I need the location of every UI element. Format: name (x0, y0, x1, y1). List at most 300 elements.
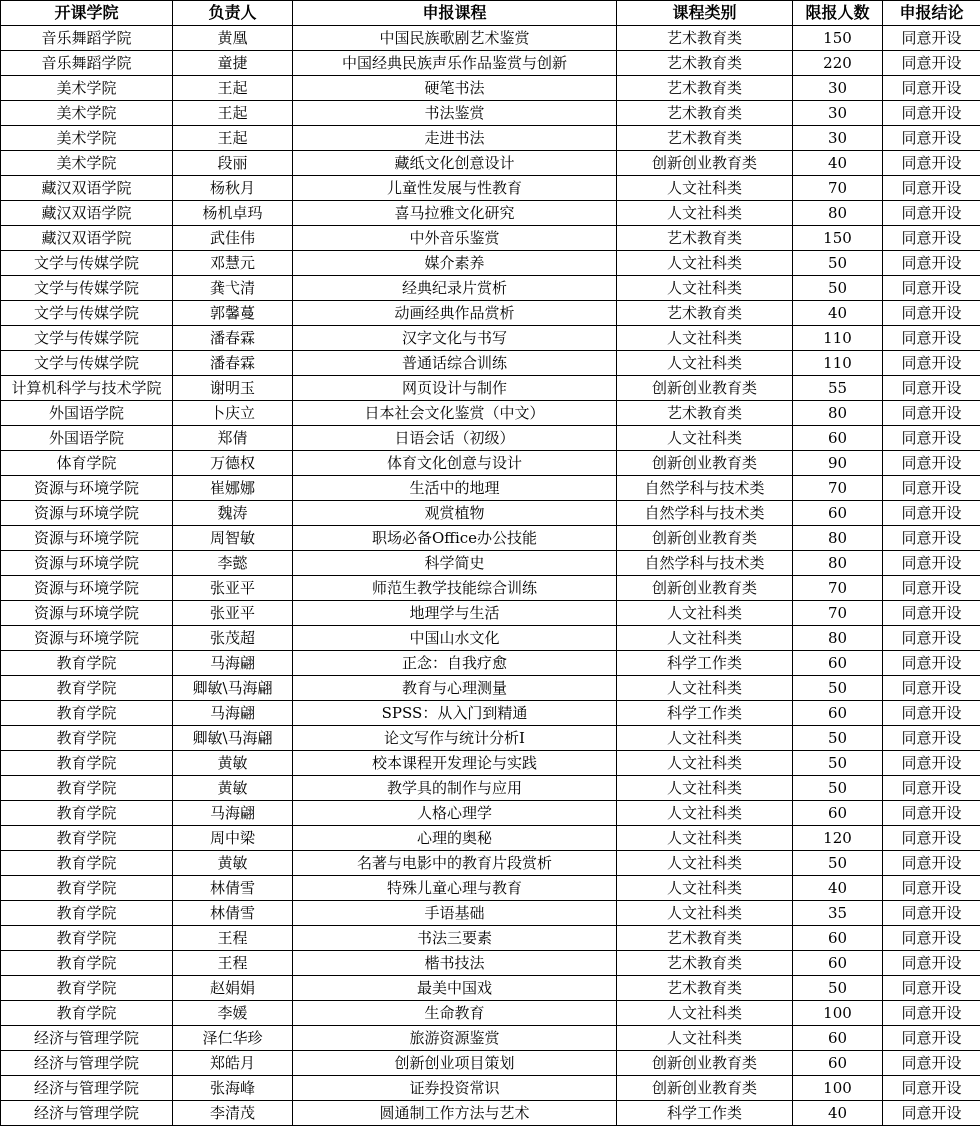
cell-quota: 150 (793, 226, 883, 251)
cell-conclusion: 同意开设 (883, 476, 980, 501)
cell-lead: 崔娜娜 (173, 476, 293, 501)
cell-category: 人文社科类 (617, 726, 793, 751)
cell-conclusion: 同意开设 (883, 501, 980, 526)
cell-college: 资源与环境学院 (1, 501, 173, 526)
cell-college: 资源与环境学院 (1, 526, 173, 551)
cell-conclusion: 同意开设 (883, 26, 980, 51)
cell-conclusion: 同意开设 (883, 526, 980, 551)
cell-college: 资源与环境学院 (1, 601, 173, 626)
cell-college: 文学与传媒学院 (1, 251, 173, 276)
cell-course: 校本课程开发理论与实践 (293, 751, 617, 776)
cell-college: 教育学院 (1, 926, 173, 951)
cell-course: 正念：自我疗愈 (293, 651, 617, 676)
cell-lead: 郑皓月 (173, 1051, 293, 1076)
cell-category: 人文社科类 (617, 776, 793, 801)
cell-category: 艺术教育类 (617, 101, 793, 126)
table-row (1, 476, 980, 501)
cell-conclusion: 同意开设 (883, 451, 980, 476)
cell-quota: 70 (793, 601, 883, 626)
cell-category: 科学工作类 (617, 701, 793, 726)
cell-quota: 60 (793, 1051, 883, 1076)
cell-category: 创新创业教育类 (617, 526, 793, 551)
cell-course: 汉字文化与书写 (293, 326, 617, 351)
cell-category: 创新创业教育类 (617, 576, 793, 601)
cell-college: 藏汉双语学院 (1, 201, 173, 226)
cell-course: 硬笔书法 (293, 76, 617, 101)
cell-conclusion: 同意开设 (883, 776, 980, 801)
cell-category: 艺术教育类 (617, 26, 793, 51)
table-row (1, 876, 980, 901)
cell-lead: 邓慧元 (173, 251, 293, 276)
cell-course: 普通话综合训练 (293, 351, 617, 376)
cell-course: 职场必备Office办公技能 (293, 526, 617, 551)
table-row (1, 626, 980, 651)
table-row (1, 701, 980, 726)
cell-college: 教育学院 (1, 826, 173, 851)
table-row (1, 726, 980, 751)
header-conclusion: 申报结论 (883, 1, 980, 26)
cell-quota: 50 (793, 976, 883, 1001)
cell-lead: 马海翩 (173, 651, 293, 676)
cell-course: 媒介素养 (293, 251, 617, 276)
cell-college: 文学与传媒学院 (1, 326, 173, 351)
cell-course: 手语基础 (293, 901, 617, 926)
table-row (1, 226, 980, 251)
cell-conclusion: 同意开设 (883, 101, 980, 126)
cell-conclusion: 同意开设 (883, 551, 980, 576)
table-row (1, 776, 980, 801)
cell-conclusion: 同意开设 (883, 426, 980, 451)
cell-category: 人文社科类 (617, 801, 793, 826)
cell-lead: 周中梁 (173, 826, 293, 851)
cell-category: 人文社科类 (617, 201, 793, 226)
cell-category: 人文社科类 (617, 876, 793, 901)
cell-category: 自然学科与技术类 (617, 476, 793, 501)
cell-conclusion: 同意开设 (883, 901, 980, 926)
cell-quota: 30 (793, 76, 883, 101)
cell-conclusion: 同意开设 (883, 326, 980, 351)
cell-conclusion: 同意开设 (883, 351, 980, 376)
table-row (1, 551, 980, 576)
cell-course: 生命教育 (293, 1001, 617, 1026)
cell-quota: 70 (793, 476, 883, 501)
table-row (1, 751, 980, 776)
cell-conclusion: 同意开设 (883, 251, 980, 276)
cell-conclusion: 同意开设 (883, 1051, 980, 1076)
cell-conclusion: 同意开设 (883, 726, 980, 751)
cell-conclusion: 同意开设 (883, 401, 980, 426)
cell-course: 日语会话（初级） (293, 426, 617, 451)
table-row (1, 401, 980, 426)
cell-course: 中国民族歌剧艺术鉴赏 (293, 26, 617, 51)
cell-lead: 林倩雪 (173, 901, 293, 926)
cell-lead: 卿敏\马海翩 (173, 726, 293, 751)
cell-quota: 50 (793, 726, 883, 751)
cell-lead: 张海峰 (173, 1076, 293, 1101)
cell-conclusion: 同意开设 (883, 76, 980, 101)
cell-quota: 50 (793, 251, 883, 276)
cell-category: 人文社科类 (617, 676, 793, 701)
cell-category: 人文社科类 (617, 276, 793, 301)
cell-quota: 60 (793, 701, 883, 726)
cell-quota: 150 (793, 26, 883, 51)
cell-conclusion: 同意开设 (883, 276, 980, 301)
cell-conclusion: 同意开设 (883, 176, 980, 201)
cell-quota: 220 (793, 51, 883, 76)
cell-course: 网页设计与制作 (293, 376, 617, 401)
cell-course: 儿童性发展与性教育 (293, 176, 617, 201)
cell-college: 音乐舞蹈学院 (1, 51, 173, 76)
table-row (1, 1076, 980, 1101)
cell-lead: 王起 (173, 126, 293, 151)
cell-conclusion: 同意开设 (883, 701, 980, 726)
cell-conclusion: 同意开设 (883, 1101, 980, 1126)
cell-category: 科学工作类 (617, 651, 793, 676)
cell-course: 观赏植物 (293, 501, 617, 526)
cell-course: 经典纪录片赏析 (293, 276, 617, 301)
cell-course: 名著与电影中的教育片段赏析 (293, 851, 617, 876)
cell-course: 藏纸文化创意设计 (293, 151, 617, 176)
cell-lead: 潘春霖 (173, 351, 293, 376)
cell-course: 中国山水文化 (293, 626, 617, 651)
table-row (1, 901, 980, 926)
table-row (1, 1051, 980, 1076)
cell-category: 人文社科类 (617, 826, 793, 851)
cell-category: 科学工作类 (617, 1101, 793, 1126)
cell-conclusion: 同意开设 (883, 651, 980, 676)
cell-college: 资源与环境学院 (1, 626, 173, 651)
table-row (1, 276, 980, 301)
header-category: 课程类别 (617, 1, 793, 26)
cell-course: 楷书技法 (293, 951, 617, 976)
cell-conclusion: 同意开设 (883, 151, 980, 176)
cell-conclusion: 同意开设 (883, 626, 980, 651)
cell-category: 艺术教育类 (617, 76, 793, 101)
cell-college: 教育学院 (1, 701, 173, 726)
cell-college: 美术学院 (1, 101, 173, 126)
cell-conclusion: 同意开设 (883, 751, 980, 776)
cell-conclusion: 同意开设 (883, 51, 980, 76)
cell-quota: 50 (793, 276, 883, 301)
cell-category: 自然学科与技术类 (617, 501, 793, 526)
cell-lead: 林倩雪 (173, 876, 293, 901)
cell-college: 音乐舞蹈学院 (1, 26, 173, 51)
cell-conclusion: 同意开设 (883, 301, 980, 326)
cell-college: 经济与管理学院 (1, 1026, 173, 1051)
cell-conclusion: 同意开设 (883, 1026, 980, 1051)
cell-course: 心理的奥秘 (293, 826, 617, 851)
cell-quota: 80 (793, 526, 883, 551)
cell-lead: 卜庆立 (173, 401, 293, 426)
table-row (1, 101, 980, 126)
cell-category: 自然学科与技术类 (617, 551, 793, 576)
cell-course: 书法鉴赏 (293, 101, 617, 126)
cell-course: 旅游资源鉴赏 (293, 1026, 617, 1051)
cell-lead: 泽仁华珍 (173, 1026, 293, 1051)
cell-category: 人文社科类 (617, 1001, 793, 1026)
cell-conclusion: 同意开设 (883, 1076, 980, 1101)
cell-conclusion: 同意开设 (883, 576, 980, 601)
table-row (1, 1101, 980, 1126)
cell-college: 教育学院 (1, 901, 173, 926)
cell-category: 人文社科类 (617, 251, 793, 276)
cell-lead: 谢明玉 (173, 376, 293, 401)
cell-lead: 王起 (173, 76, 293, 101)
table-row (1, 526, 980, 551)
table-row (1, 451, 980, 476)
table-row (1, 826, 980, 851)
cell-lead: 马海翩 (173, 801, 293, 826)
cell-college: 美术学院 (1, 126, 173, 151)
cell-course: 师范生教学技能综合训练 (293, 576, 617, 601)
header-lead: 负责人 (173, 1, 293, 26)
cell-quota: 70 (793, 576, 883, 601)
cell-quota: 80 (793, 551, 883, 576)
cell-quota: 50 (793, 776, 883, 801)
cell-course: 喜马拉雅文化研究 (293, 201, 617, 226)
cell-college: 美术学院 (1, 151, 173, 176)
cell-conclusion: 同意开设 (883, 826, 980, 851)
cell-lead: 李媛 (173, 1001, 293, 1026)
table-row (1, 326, 980, 351)
cell-lead: 马海翩 (173, 701, 293, 726)
cell-college: 文学与传媒学院 (1, 351, 173, 376)
cell-category: 人文社科类 (617, 901, 793, 926)
cell-quota: 80 (793, 626, 883, 651)
cell-college: 体育学院 (1, 451, 173, 476)
cell-college: 外国语学院 (1, 401, 173, 426)
cell-quota: 70 (793, 176, 883, 201)
cell-lead: 卿敏\马海翩 (173, 676, 293, 701)
cell-category: 艺术教育类 (617, 301, 793, 326)
cell-college: 教育学院 (1, 951, 173, 976)
cell-quota: 60 (793, 501, 883, 526)
table-row (1, 576, 980, 601)
cell-category: 人文社科类 (617, 176, 793, 201)
cell-college: 资源与环境学院 (1, 476, 173, 501)
cell-course: 圆通制工作方法与艺术 (293, 1101, 617, 1126)
table-row (1, 201, 980, 226)
cell-category: 艺术教育类 (617, 226, 793, 251)
header-college: 开课学院 (1, 1, 173, 26)
cell-course: 教育与心理测量 (293, 676, 617, 701)
cell-quota: 60 (793, 951, 883, 976)
cell-course: 科学简史 (293, 551, 617, 576)
cell-college: 教育学院 (1, 776, 173, 801)
cell-college: 经济与管理学院 (1, 1101, 173, 1126)
cell-category: 人文社科类 (617, 601, 793, 626)
cell-category: 创新创业教育类 (617, 1076, 793, 1101)
cell-lead: 潘春霖 (173, 326, 293, 351)
cell-course: 生活中的地理 (293, 476, 617, 501)
cell-quota: 30 (793, 126, 883, 151)
cell-quota: 100 (793, 1001, 883, 1026)
cell-course: 最美中国戏 (293, 976, 617, 1001)
cell-quota: 50 (793, 751, 883, 776)
cell-college: 教育学院 (1, 751, 173, 776)
cell-quota: 60 (793, 926, 883, 951)
cell-course: SPSS：从入门到精通 (293, 701, 617, 726)
cell-quota: 60 (793, 1026, 883, 1051)
cell-quota: 120 (793, 826, 883, 851)
cell-category: 艺术教育类 (617, 401, 793, 426)
cell-course: 中外音乐鉴赏 (293, 226, 617, 251)
table-row (1, 976, 980, 1001)
cell-lead: 郭馨蔓 (173, 301, 293, 326)
cell-college: 教育学院 (1, 1001, 173, 1026)
cell-course: 中国经典民族声乐作品鉴赏与创新 (293, 51, 617, 76)
table-row (1, 126, 980, 151)
cell-course: 人格心理学 (293, 801, 617, 826)
cell-college: 资源与环境学院 (1, 551, 173, 576)
table-row (1, 501, 980, 526)
table-row (1, 176, 980, 201)
cell-category: 人文社科类 (617, 1026, 793, 1051)
cell-conclusion: 同意开设 (883, 1001, 980, 1026)
table-row (1, 251, 980, 276)
cell-conclusion: 同意开设 (883, 376, 980, 401)
cell-college: 教育学院 (1, 876, 173, 901)
cell-college: 藏汉双语学院 (1, 176, 173, 201)
cell-course: 体育文化创意与设计 (293, 451, 617, 476)
table-row (1, 601, 980, 626)
cell-lead: 段丽 (173, 151, 293, 176)
cell-quota: 40 (793, 1101, 883, 1126)
cell-college: 藏汉双语学院 (1, 226, 173, 251)
cell-college: 教育学院 (1, 851, 173, 876)
cell-course: 日本社会文化鉴赏（中文） (293, 401, 617, 426)
cell-lead: 张亚平 (173, 576, 293, 601)
cell-lead: 王起 (173, 101, 293, 126)
cell-lead: 童捷 (173, 51, 293, 76)
cell-lead: 张茂超 (173, 626, 293, 651)
cell-quota: 40 (793, 151, 883, 176)
cell-category: 人文社科类 (617, 626, 793, 651)
cell-quota: 50 (793, 676, 883, 701)
table-row (1, 676, 980, 701)
cell-college: 教育学院 (1, 726, 173, 751)
cell-category: 创新创业教育类 (617, 1051, 793, 1076)
cell-category: 人文社科类 (617, 751, 793, 776)
cell-conclusion: 同意开设 (883, 801, 980, 826)
cell-lead: 王程 (173, 926, 293, 951)
cell-lead: 黄凰 (173, 26, 293, 51)
cell-quota: 60 (793, 426, 883, 451)
cell-lead: 杨机卓玛 (173, 201, 293, 226)
cell-quota: 50 (793, 851, 883, 876)
cell-conclusion: 同意开设 (883, 201, 980, 226)
table-row (1, 51, 980, 76)
cell-lead: 张亚平 (173, 601, 293, 626)
cell-course: 地理学与生活 (293, 601, 617, 626)
cell-category: 艺术教育类 (617, 951, 793, 976)
cell-conclusion: 同意开设 (883, 226, 980, 251)
cell-quota: 35 (793, 901, 883, 926)
cell-quota: 80 (793, 201, 883, 226)
cell-college: 教育学院 (1, 676, 173, 701)
table-row (1, 151, 980, 176)
cell-course: 动画经典作品赏析 (293, 301, 617, 326)
cell-category: 人文社科类 (617, 326, 793, 351)
cell-quota: 110 (793, 351, 883, 376)
cell-lead: 李懿 (173, 551, 293, 576)
cell-lead: 黄敏 (173, 776, 293, 801)
cell-conclusion: 同意开设 (883, 951, 980, 976)
cell-quota: 40 (793, 301, 883, 326)
cell-category: 艺术教育类 (617, 51, 793, 76)
header-row (1, 1, 980, 26)
table-row (1, 951, 980, 976)
cell-college: 外国语学院 (1, 426, 173, 451)
cell-quota: 90 (793, 451, 883, 476)
cell-college: 教育学院 (1, 976, 173, 1001)
table-row (1, 26, 980, 51)
cell-college: 经济与管理学院 (1, 1076, 173, 1101)
cell-college: 经济与管理学院 (1, 1051, 173, 1076)
cell-category: 创新创业教育类 (617, 151, 793, 176)
table-body (1, 26, 980, 1126)
cell-lead: 黄敏 (173, 751, 293, 776)
cell-conclusion: 同意开设 (883, 851, 980, 876)
cell-conclusion: 同意开设 (883, 676, 980, 701)
cell-category: 艺术教育类 (617, 976, 793, 1001)
table-row (1, 651, 980, 676)
cell-course: 教学具的制作与应用 (293, 776, 617, 801)
cell-lead: 周智敏 (173, 526, 293, 551)
cell-course: 论文写作与统计分析I (293, 726, 617, 751)
cell-conclusion: 同意开设 (883, 601, 980, 626)
cell-lead: 郑倩 (173, 426, 293, 451)
cell-conclusion: 同意开设 (883, 926, 980, 951)
cell-course: 证券投资常识 (293, 1076, 617, 1101)
cell-quota: 110 (793, 326, 883, 351)
cell-quota: 55 (793, 376, 883, 401)
cell-lead: 黄敏 (173, 851, 293, 876)
cell-college: 计算机科学与技术学院 (1, 376, 173, 401)
table-row (1, 76, 980, 101)
table-row (1, 851, 980, 876)
cell-college: 文学与传媒学院 (1, 276, 173, 301)
cell-quota: 60 (793, 651, 883, 676)
cell-lead: 赵娟娟 (173, 976, 293, 1001)
table-row (1, 376, 980, 401)
table-row (1, 801, 980, 826)
cell-college: 资源与环境学院 (1, 576, 173, 601)
cell-category: 艺术教育类 (617, 126, 793, 151)
cell-category: 人文社科类 (617, 351, 793, 376)
table-row (1, 1001, 980, 1026)
cell-lead: 武佳伟 (173, 226, 293, 251)
cell-lead: 李清茂 (173, 1101, 293, 1126)
cell-category: 人文社科类 (617, 426, 793, 451)
cell-course: 走进书法 (293, 126, 617, 151)
cell-college: 美术学院 (1, 76, 173, 101)
cell-conclusion: 同意开设 (883, 126, 980, 151)
cell-lead: 万德权 (173, 451, 293, 476)
cell-college: 教育学院 (1, 801, 173, 826)
table-row (1, 1026, 980, 1051)
table-row (1, 351, 980, 376)
cell-quota: 80 (793, 401, 883, 426)
table-row (1, 926, 980, 951)
header-quota: 限报人数 (793, 1, 883, 26)
cell-category: 人文社科类 (617, 851, 793, 876)
cell-category: 艺术教育类 (617, 926, 793, 951)
cell-quota: 60 (793, 801, 883, 826)
cell-category: 创新创业教育类 (617, 451, 793, 476)
cell-quota: 40 (793, 876, 883, 901)
cell-college: 教育学院 (1, 651, 173, 676)
